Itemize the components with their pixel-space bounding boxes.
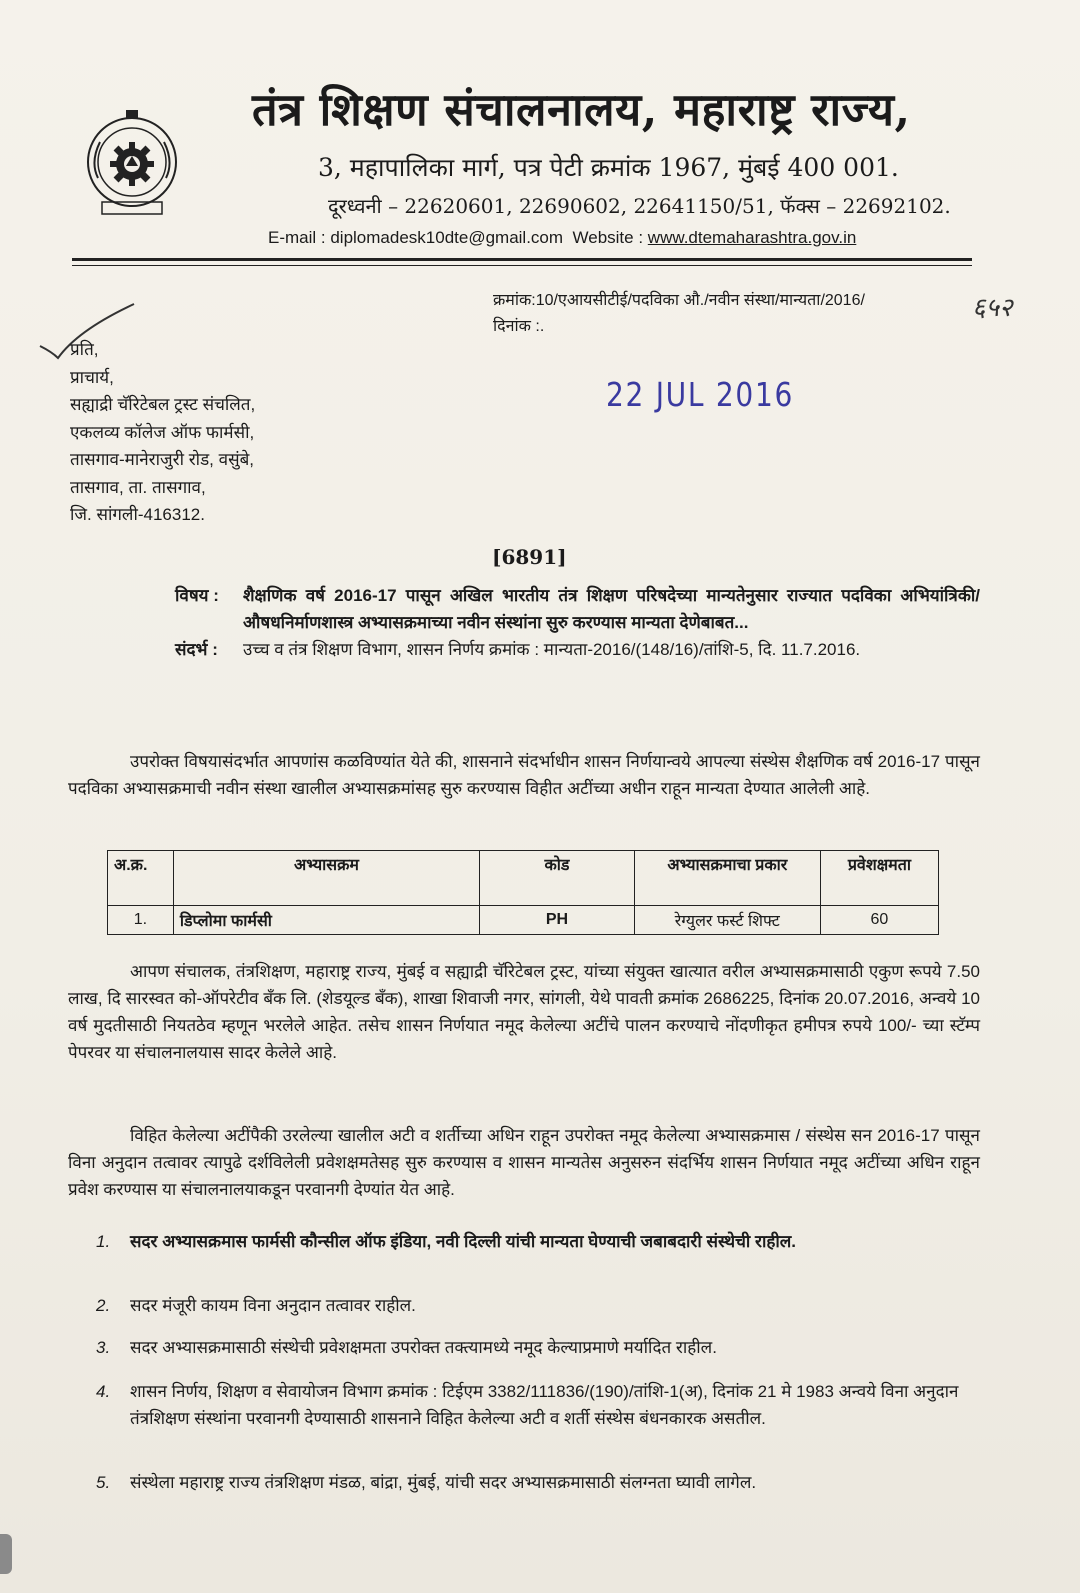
website-label: Website :	[572, 228, 644, 247]
table-row	[108, 906, 939, 935]
paragraph-intro: उपरोक्त विषयासंदर्भात आपणांस कळविण्यांत येते की, शासनाने संदर्भाधीन शासन निर्णयान्वये आपल्या संस्थेस शैक्षणिक वर्ष 2016-17 पासून पदविका अभ्यासक्रमाची नवीन संस्था खालील अभ्यासक्रमांसह सुरु करण्यास विहीत अटींच्या अधीन राहून मान्यता देण्यात आलेली आहे.	[68, 752, 980, 798]
handwritten-number: ६५२	[972, 293, 1013, 323]
paragraph-deposit: आपण संचालक, तंत्रशिक्षण, महाराष्ट्र राज्य, मुंबई व सह्याद्री चॅरिटेबल ट्रस्ट, यांच्या संयुक्त खात्यात वरील अभ्यासक्रमासाठी एकुण रूपये 7.50 लाख, दि सारस्वत को-ऑपरेटीव बँक लि. (शेडयूल्ड बँक), शाखा शिवाजी नगर, सांगली, येथे पावती क्रमांक 2686225, दिनांक 20.07.2016, अन्वये 10 वर्ष मुदतीसाठी नियतठेव म्हणून भरलेले आहेत. तसेच शासन निर्णयात नमूद केलेल्या अटींचे पालन करण्याचे नोंदणीकृत हमीपत्र रुपये 100/- च्या स्टॅम्प पेपरवर या संचालनालयास सादर केलेले आहे.	[68, 962, 980, 1062]
table-cell: 1.	[108, 906, 174, 935]
maharashtra-emblem-icon	[76, 108, 188, 220]
reference-text: उच्च व तंत्र शिक्षण विभाग, शासन निर्णय क्रमांक : मान्यता-2016/(148/16)/तांशि-5, दि. 11.7.2016.	[243, 640, 861, 659]
reference-number: क्रमांक:10/एआयसीटीई/पदविका औ./नवीन संस्था/मान्यता/2016/	[493, 292, 865, 309]
condition-text: संस्थेला महाराष्ट्र राज्य तंत्रशिक्षण मंडळ, बांद्रा, मुंबई, यांची सदर अभ्यासक्रमासाठी संलग्नता घ्यावी लागेल.	[130, 1473, 757, 1492]
recipient-line: प्राचार्य,	[70, 367, 114, 387]
condition-number: 1.	[96, 1232, 111, 1251]
condition-number: 2.	[96, 1296, 111, 1315]
subject-block	[175, 582, 980, 663]
table-header: प्रवेशक्षमता	[820, 851, 938, 906]
condition-number: 4.	[96, 1382, 111, 1401]
condition-item	[96, 1469, 986, 1496]
date-stamp: 22 JUL 2016	[606, 375, 795, 414]
recipient-line: जि. सांगली-416312.	[70, 505, 205, 524]
reference-label: संदर्भ :	[175, 640, 218, 659]
condition-number: 3.	[96, 1338, 111, 1357]
table-header: अभ्यासक्रम	[173, 851, 479, 906]
course-table	[107, 850, 939, 935]
table-header-row	[108, 851, 939, 906]
condition-item	[96, 1292, 986, 1319]
recipient-line: तासगाव, ता. तासगाव,	[70, 477, 206, 497]
recipient-line: तासगाव-मानेराजुरी रोड, वसुंबे,	[70, 450, 254, 469]
recipient-line: सह्याद्री चॅरिटेबल ट्रस्ट संचलित,	[70, 395, 256, 414]
condition-text: सदर अभ्यासक्रमासाठी संस्थेची प्रवेशक्षमता उपरोक्त तक्त्यामध्ये नमूद केल्याप्रमाणे मर्यादित राहील.	[130, 1338, 717, 1357]
recipient-line: एकलव्य कॉलेज ऑफ फार्मसी,	[70, 422, 255, 442]
condition-text: शासन निर्णय, शिक्षण व सेवायोजन विभाग क्रमांक : टिईएम 3382/111836/(190)/तांशि-1(अ), दिनांक 21 मे 1983 अन्वये विना अनुदान तंत्रशिक्षण संस्थांना परवानगी देण्यासाठी शासनाने विहित केलेल्या अटी व शर्ती संस्थेस बंधनकारक असतील.	[130, 1382, 959, 1428]
recipient-line: प्रति,	[70, 340, 99, 359]
table-cell: 60	[820, 906, 938, 935]
reference-row	[175, 636, 980, 663]
date-label: दिनांक :.	[493, 318, 545, 335]
institution-address: 3, महापालिका मार्ग, पत्र पेटी क्रमांक 1967, मुंबई 400 001.	[318, 153, 899, 182]
condition-number: 5.	[96, 1473, 111, 1492]
paragraph-permission: विहित केलेल्या अटींपैकी उरलेल्या खालील अटी व शर्तीच्या अधिन राहून उपरोक्त नमूद केलेल्या अभ्यासक्रमास / संस्थेस सन 2016-17 पासून विना अनुदान तत्वावर त्यापुढे दर्शविलेली प्रवेशक्षमतेसह सुरु करण्यास व शासन मान्यतेस अनुसरुन संदर्भिय शासन निर्णयात नमूद अटींच्या अधिन राहून प्रवेश करण्यास या संचालनालयाकडून परवानगी देण्यांत येत आहे.	[68, 1126, 980, 1199]
condition-item	[96, 1334, 986, 1361]
subject-text: शैक्षणिक वर्ष 2016-17 पासून अखिल भारतीय तंत्र शिक्षण परिषदेच्या मान्यतेनुसार राज्यात पदविका अभियांत्रिकी/ औषधनिर्माणशास्त्र अभ्यासक्रमाच्या नवीन संस्थांना सुरु करण्यास मान्यता देणेबाबत...	[243, 586, 980, 632]
table-header: अ.क्र.	[108, 851, 174, 906]
institution-title: तंत्र शिक्षण संचालनालय, महाराष्ट्र राज्य,	[252, 83, 911, 136]
table-cell: रेग्युलर फर्स्ट शिफ्ट	[634, 906, 820, 935]
condition-item	[96, 1228, 986, 1255]
contact-line	[268, 228, 856, 248]
email-text: E-mail : diplomadesk10dte@gmail.com	[268, 228, 564, 247]
document-number: [6891]	[492, 545, 567, 569]
condition-text: सदर अभ्यासक्रमास फार्मसी कौन्सील ऑफ इंडिया, नवी दिल्ली यांची मान्यता घेण्याची जबाबदारी संस्थेची राहील.	[130, 1232, 797, 1251]
subject-row	[175, 582, 980, 636]
website-link[interactable]: www.dtemaharashtra.gov.in	[647, 228, 857, 247]
scroll-handle[interactable]	[0, 1534, 12, 1574]
recipient-block	[70, 336, 255, 529]
condition-item	[96, 1378, 986, 1432]
header-divider-thin	[72, 265, 972, 266]
header-divider	[72, 258, 972, 261]
subject-label: विषय :	[175, 586, 219, 605]
table-cell: डिप्लोमा फार्मसी	[173, 906, 479, 935]
condition-text: सदर मंजूरी कायम विना अनुदान तत्वावर राहील.	[130, 1296, 416, 1315]
institution-phone: दूरध्वनी – 22620601, 22690602, 22641150/51, फॅक्स – 22692102.	[328, 194, 951, 218]
table-header: कोड	[480, 851, 635, 906]
table-header: अभ्यासक्रमाचा प्रकार	[634, 851, 820, 906]
table-cell: PH	[480, 906, 635, 935]
